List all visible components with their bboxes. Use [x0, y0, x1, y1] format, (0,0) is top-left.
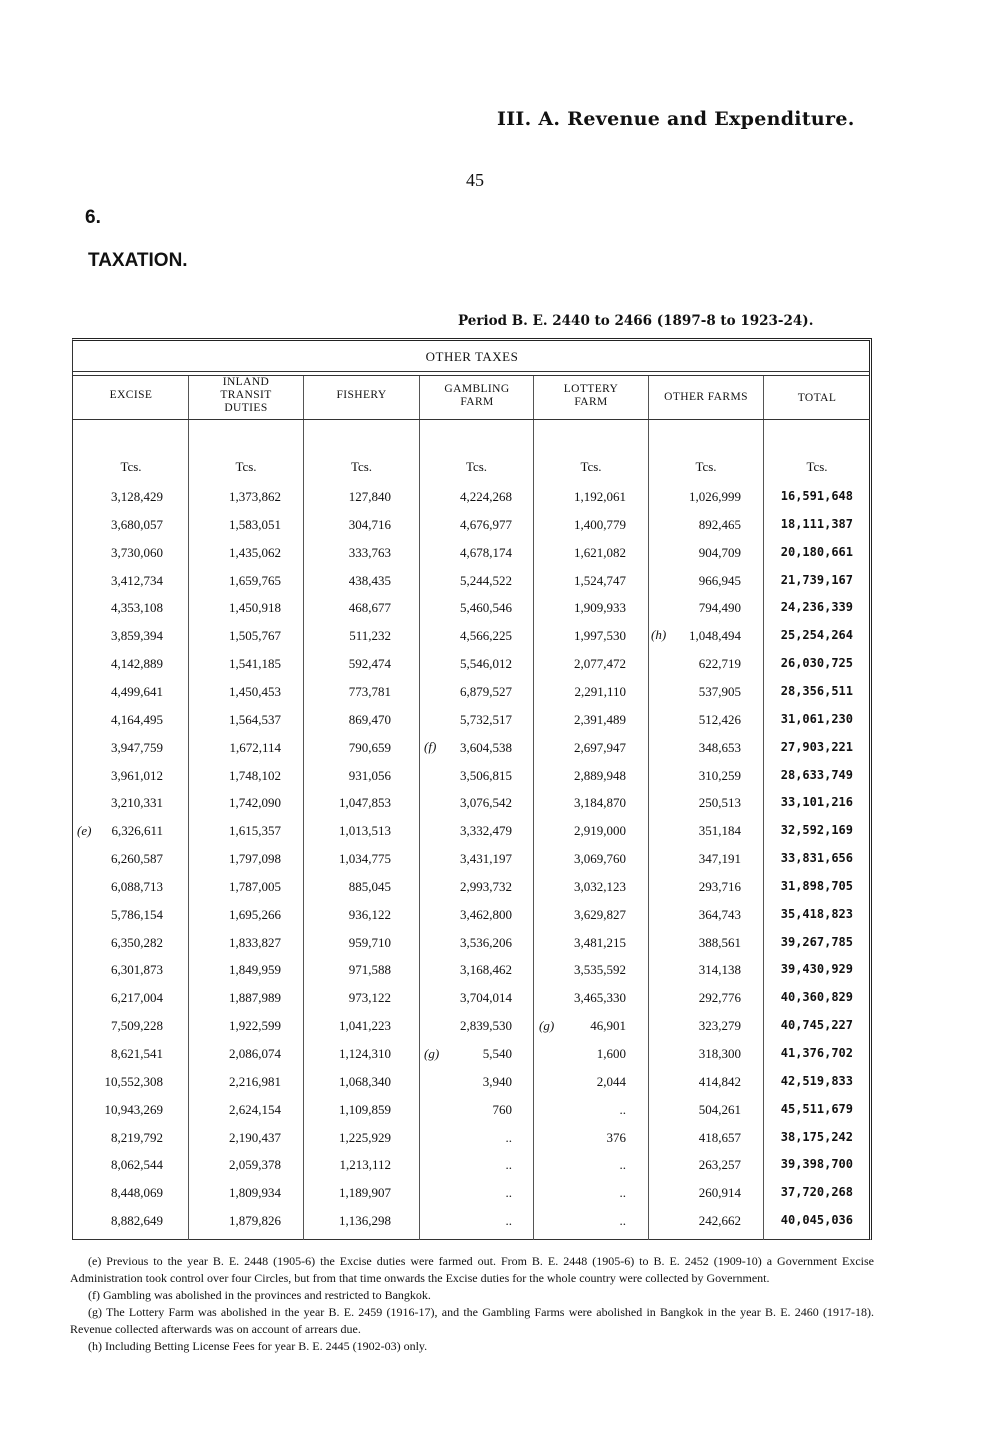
cell-total: 42,519,833	[780, 1073, 853, 1088]
cell-excise: 10,943,269	[104, 1101, 163, 1117]
unit-label: Tcs.	[580, 459, 602, 474]
cell-lottery-farm: 1,997,530	[574, 628, 626, 644]
group-header-rule-double	[73, 375, 870, 376]
cell-excise: 3,680,057	[111, 516, 163, 532]
cell-lottery-farm: 1,621,082	[574, 544, 626, 560]
cell-inland-transit: 1,541,185	[229, 656, 281, 672]
cell-lottery-farm: 2,391,489	[574, 711, 626, 727]
cell-total: 21,739,167	[780, 572, 853, 587]
cell-excise: 6,301,873	[111, 962, 163, 978]
cell-lottery-farm: 2,697,947	[574, 739, 626, 755]
cell-fishery: 885,045	[348, 878, 391, 894]
cell-fishery: 959,710	[348, 934, 391, 950]
cell-total: 41,376,702	[780, 1046, 853, 1060]
footnote-marker-g: (g)	[539, 1018, 555, 1033]
cell-other-farms: 293,716	[698, 878, 741, 894]
footnote-h: (h) Including Betting License Fees for year B. E. 2445 (1902-03) only.	[88, 1339, 428, 1353]
cell-inland-transit: 1,748,102	[229, 767, 281, 783]
column-header-total: TOTAL	[797, 392, 837, 404]
cell-other-farms: 364,743	[698, 906, 741, 922]
cell-fishery: 333,763	[348, 544, 391, 560]
cell-inland-transit: 1,373,862	[229, 489, 281, 504]
footnote-marker-e: (e)	[77, 823, 92, 838]
cell-inland-transit: 1,505,767	[229, 628, 281, 644]
cell-fishery: 304,716	[348, 516, 391, 532]
cell-inland-transit: 1,564,537	[229, 711, 281, 727]
cell-gambling-farm: 3,506,815	[460, 767, 512, 783]
cell-lottery-farm: ..	[619, 1101, 626, 1117]
cell-other-farms: 1,048,494	[689, 628, 741, 644]
cell-gambling-farm: ..	[505, 1185, 512, 1201]
cell-gambling-farm: 5,732,517	[460, 711, 512, 727]
table-number: 6.	[85, 207, 101, 228]
cell-inland-transit: 2,216,981	[229, 1073, 281, 1089]
unit-label: Tcs.	[120, 459, 142, 474]
cell-gambling-farm: ..	[505, 1157, 512, 1173]
cell-total: 39,430,929	[780, 962, 853, 977]
cell-lottery-farm: 3,032,123	[574, 878, 626, 894]
cell-inland-transit: 1,849,959	[229, 962, 281, 978]
cell-total: 40,360,829	[780, 990, 853, 1005]
unit-label: Tcs.	[350, 459, 373, 474]
cell-excise: 8,219,792	[111, 1129, 163, 1145]
cell-gambling-farm: 5,540	[482, 1046, 512, 1061]
table-title: TAXATION.	[88, 250, 188, 271]
cell-gambling-farm: 2,993,732	[460, 878, 512, 894]
cell-gambling-farm: 5,460,546	[460, 600, 512, 616]
cell-inland-transit: 1,797,098	[229, 851, 281, 867]
cell-excise: 10,552,308	[104, 1073, 163, 1089]
cell-other-farms: 348,653	[698, 739, 741, 755]
unit-label: Tcs.	[806, 459, 828, 474]
cell-lottery-farm: 3,465,330	[574, 990, 626, 1006]
cell-gambling-farm: 6,879,527	[460, 683, 512, 699]
cell-excise: 8,062,544	[111, 1157, 163, 1173]
cell-other-farms: 292,776	[698, 990, 741, 1006]
cell-inland-transit: 2,624,154	[229, 1101, 281, 1117]
cell-lottery-farm: ..	[619, 1185, 626, 1201]
cell-other-farms: 512,426	[698, 711, 741, 727]
cell-lottery-farm: 2,291,110	[574, 683, 626, 699]
cell-lottery-farm: 1,524,747	[574, 572, 626, 588]
cell-other-farms: 347,191	[698, 851, 741, 867]
cell-fishery: 1,034,775	[339, 851, 391, 867]
cell-other-farms: 794,490	[698, 600, 741, 616]
cell-inland-transit: 1,583,051	[229, 516, 281, 532]
cell-fishery: 1,189,907	[339, 1185, 391, 1201]
cell-excise: 6,088,713	[111, 878, 163, 894]
cell-gambling-farm: 5,244,522	[460, 572, 512, 588]
column-header-inland-transit-duties: INLAND TRANSIT DUTIES	[220, 376, 272, 414]
cell-gambling-farm: 4,224,268	[460, 489, 512, 504]
cell-total: 31,898,705	[780, 878, 853, 893]
cell-gambling-farm: ..	[505, 1129, 512, 1145]
cell-excise: 8,448,069	[111, 1185, 163, 1201]
cell-total: 38,175,242	[780, 1129, 853, 1144]
footnote-e: (e) Previous to the year B. E. 2448 (1905-6) the Excise duties were farmed out. From B. E. 2448 (1905-6) to B. E. 2452 (1909-10) a Government Excise Administration took control over four Circles, but from that time onwards the Excise duties for the whole country were collected by Government.	[70, 1254, 874, 1285]
cell-fishery: 1,213,112	[339, 1157, 391, 1173]
cell-gambling-farm: 5,546,012	[460, 656, 512, 672]
cell-total: 31,061,230	[780, 711, 853, 726]
cell-other-farms: 1,026,999	[689, 489, 741, 504]
cell-other-farms: 504,261	[698, 1101, 741, 1117]
cell-inland-transit: 1,450,453	[229, 683, 281, 699]
cell-other-farms: 310,259	[698, 767, 741, 783]
cell-total: 39,267,785	[780, 934, 853, 949]
cell-fishery: 773,781	[348, 683, 391, 699]
cell-excise: 4,353,108	[111, 600, 163, 616]
cell-lottery-farm: 2,044	[596, 1073, 626, 1089]
cell-total: 33,101,216	[780, 795, 853, 810]
cell-fishery: 936,122	[348, 906, 391, 922]
section-title: III. A. Revenue and Expenditure.	[497, 108, 855, 130]
cell-fishery: 1,041,223	[339, 1018, 391, 1034]
cell-other-farms: 414,842	[698, 1073, 741, 1089]
header-bottom-rule	[73, 419, 870, 420]
cell-excise: 4,499,641	[111, 683, 163, 699]
cell-total: 45,511,679	[780, 1101, 853, 1116]
cell-inland-transit: 1,695,266	[229, 906, 281, 922]
cell-lottery-farm: ..	[619, 1213, 626, 1229]
cell-gambling-farm: 3,431,197	[460, 851, 512, 867]
cell-excise: 3,128,429	[111, 489, 163, 504]
cell-gambling-farm: 760	[492, 1101, 512, 1117]
cell-excise: 6,350,282	[111, 934, 163, 950]
cell-lottery-farm: 376	[606, 1129, 626, 1145]
cell-gambling-farm: 3,604,538	[460, 739, 512, 755]
footnote-marker-g: (g)	[424, 1046, 440, 1061]
cell-fishery: 790,659	[348, 739, 391, 755]
cell-lottery-farm: 1,400,779	[574, 516, 626, 532]
cell-inland-transit: 1,922,599	[229, 1018, 281, 1034]
column-header-lottery-farm: LOTTERY FARM	[563, 383, 619, 408]
cell-total: 32,592,169	[780, 823, 853, 838]
cell-excise: 8,621,541	[111, 1046, 163, 1061]
cell-inland-transit: 1,672,114	[229, 739, 281, 755]
cell-total: 28,356,511	[780, 683, 853, 698]
cell-lottery-farm: 2,889,948	[574, 767, 626, 783]
cell-lottery-farm: 3,481,215	[574, 934, 626, 950]
cell-inland-transit: 1,879,826	[229, 1213, 281, 1229]
cell-fishery: 1,109,859	[339, 1101, 391, 1117]
cell-other-farms: 242,662	[698, 1213, 741, 1229]
cell-excise: 3,859,394	[111, 628, 163, 644]
cell-gambling-farm: 3,940	[482, 1073, 512, 1089]
cell-total: 40,745,227	[780, 1018, 853, 1033]
cell-fishery: 1,136,298	[339, 1213, 391, 1229]
cell-fishery: 1,124,310	[339, 1046, 391, 1061]
cell-inland-transit: 1,787,005	[229, 878, 281, 894]
cell-total: 20,180,661	[780, 544, 853, 559]
cell-inland-transit: 1,659,765	[229, 572, 281, 588]
cell-inland-transit: 2,059,378	[229, 1157, 281, 1173]
footnote-f: (f) Gambling was abolished in the provinces and restricted to Bangkok.	[88, 1288, 431, 1302]
cell-other-farms: 250,513	[698, 795, 741, 811]
cell-other-farms: 263,257	[698, 1157, 741, 1173]
period-caption: Period B. E. 2440 to 2466 (1897-8 to 1923-24).	[458, 313, 814, 329]
cell-gambling-farm: 4,566,225	[460, 628, 512, 644]
cell-excise: 4,164,495	[111, 711, 163, 727]
cell-fishery: 511,232	[349, 628, 391, 644]
column-header-fishery: FISHERY	[336, 389, 387, 401]
footnote-g: (g) The Lottery Farm was abolished in the year B. E. 2459 (1916-17), and the Gambling Farms were abolished in Bangkok in the year B. E. 2460 (1917-18). Revenue collected afterwards was on account of arrears due.	[70, 1305, 874, 1336]
cell-inland-transit: 1,833,827	[229, 934, 281, 950]
cell-other-farms: 318,300	[698, 1046, 741, 1061]
cell-fishery: 971,588	[348, 962, 391, 978]
cell-fishery: 973,122	[348, 990, 391, 1006]
cell-lottery-farm: 3,629,827	[574, 906, 626, 922]
cell-gambling-farm: 3,332,479	[460, 823, 512, 839]
page-number: 45	[466, 170, 484, 190]
cell-fishery: 931,056	[348, 767, 391, 783]
cell-other-farms: 314,138	[698, 962, 741, 978]
cell-fishery: 592,474	[348, 656, 391, 672]
cell-total: 24,236,339	[780, 600, 853, 615]
cell-other-farms: 388,561	[698, 934, 741, 950]
cell-other-farms: 966,945	[698, 572, 741, 588]
unit-label: Tcs.	[235, 459, 257, 474]
cell-gambling-farm: 3,462,800	[460, 906, 512, 922]
cell-other-farms: 418,657	[698, 1129, 741, 1145]
cell-total: 18,111,387	[780, 516, 853, 531]
group-header-rule	[73, 371, 870, 372]
cell-other-farms: 260,914	[698, 1185, 741, 1201]
cell-total: 39,398,700	[780, 1157, 853, 1172]
cell-inland-transit: 1,435,062	[229, 544, 281, 560]
cell-gambling-farm: 2,839,530	[460, 1018, 512, 1034]
cell-fishery: 1,225,929	[339, 1129, 391, 1145]
unit-label: Tcs.	[465, 459, 488, 474]
cell-fishery: 1,047,853	[339, 795, 391, 811]
cell-total: 35,418,823	[780, 906, 853, 921]
cell-lottery-farm: ..	[619, 1157, 626, 1173]
cell-lottery-farm: 3,069,760	[574, 851, 626, 867]
cell-excise: 8,882,649	[111, 1213, 163, 1229]
cell-inland-transit: 2,190,437	[229, 1129, 281, 1145]
column-header-excise: EXCISE	[109, 389, 153, 401]
cell-inland-transit: 1,742,090	[229, 795, 281, 811]
cell-excise: 6,326,611	[111, 823, 163, 839]
cell-fishery: 468,677	[348, 600, 391, 616]
cell-fishery: 869,470	[348, 711, 391, 727]
cell-total: 26,030,725	[780, 656, 853, 671]
cell-total: 25,254,264	[780, 628, 853, 643]
cell-lottery-farm: 1,192,061	[574, 489, 626, 504]
cell-excise: 3,412,734	[111, 572, 163, 588]
cell-gambling-farm: 4,678,174	[460, 544, 512, 560]
cell-other-farms: 892,465	[698, 516, 741, 532]
cell-lottery-farm: 2,077,472	[574, 656, 626, 672]
cell-gambling-farm: 3,704,014	[460, 990, 512, 1006]
cell-lottery-farm: 3,184,870	[574, 795, 626, 811]
cell-other-farms: 904,709	[698, 544, 741, 560]
cell-gambling-farm: 3,536,206	[460, 934, 512, 950]
cell-fishery: 127,840	[348, 489, 391, 504]
cell-excise: 6,260,587	[111, 851, 163, 867]
cell-excise: 5,786,154	[111, 906, 163, 922]
cell-fishery: 1,013,513	[339, 823, 391, 839]
cell-gambling-farm: ..	[505, 1213, 512, 1229]
cell-lottery-farm: 1,600	[596, 1046, 626, 1061]
cell-other-farms: 622,719	[698, 656, 741, 672]
cell-inland-transit: 1,615,357	[229, 823, 281, 839]
cell-total: 40,045,036	[780, 1213, 853, 1228]
cell-total: 28,633,749	[780, 767, 853, 782]
cell-other-farms: 351,184	[698, 823, 741, 839]
cell-total: 37,720,268	[780, 1185, 853, 1200]
cell-excise: 6,217,004	[111, 990, 163, 1006]
cell-gambling-farm: 3,076,542	[460, 795, 512, 811]
cell-excise: 7,509,228	[111, 1018, 163, 1034]
cell-gambling-farm: 3,168,462	[460, 962, 512, 978]
cell-total: 27,903,221	[780, 739, 853, 754]
cell-gambling-farm: 4,676,977	[460, 516, 512, 532]
cell-lottery-farm: 3,535,592	[574, 962, 626, 978]
cell-inland-transit: 2,086,074	[229, 1046, 281, 1061]
cell-inland-transit: 1,887,989	[229, 990, 281, 1006]
cell-inland-transit: 1,809,934	[229, 1185, 281, 1201]
footnote-marker-h: (h)	[651, 627, 667, 642]
column-header-other-farms: OTHER FARMS	[664, 391, 748, 403]
footnotes	[70, 1253, 874, 1355]
group-header: OTHER TAXES	[425, 349, 519, 364]
cell-excise: 3,961,012	[111, 767, 163, 783]
cell-excise: 3,210,331	[111, 795, 163, 811]
cell-total: 16,591,648	[780, 489, 853, 503]
cell-excise: 4,142,889	[111, 656, 163, 672]
cell-lottery-farm: 1,909,933	[574, 600, 626, 616]
cell-fishery: 1,068,340	[339, 1073, 391, 1089]
cell-excise: 3,947,759	[111, 739, 163, 755]
column-header-gambling-farm: GAMBLING FARM	[444, 383, 510, 408]
cell-other-farms: 323,279	[698, 1018, 741, 1034]
cell-lottery-farm: 2,919,000	[574, 823, 626, 839]
unit-label: Tcs.	[695, 459, 717, 474]
cell-excise: 3,730,060	[111, 544, 163, 560]
cell-fishery: 438,435	[348, 572, 391, 588]
cell-inland-transit: 1,450,918	[229, 600, 281, 616]
cell-total: 33,831,656	[780, 851, 853, 866]
cell-lottery-farm: 46,901	[590, 1018, 626, 1034]
cell-other-farms: 537,905	[698, 683, 741, 699]
footnote-marker-f: (f)	[424, 739, 437, 754]
